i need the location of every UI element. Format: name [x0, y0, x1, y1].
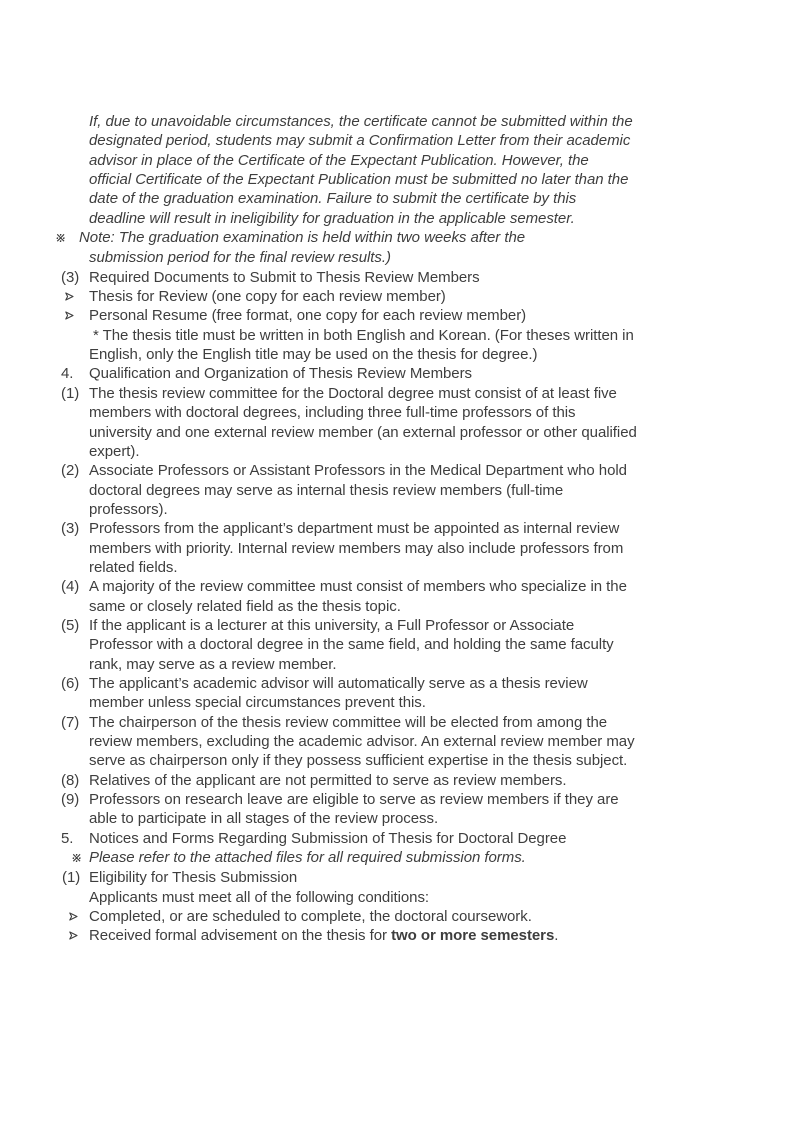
section-4-heading — [61, 364, 779, 383]
item-text: The applicant’s academic advisor will automatically serve as a thesis review member unless special circumstances prevent this. — [89, 674, 588, 712]
arrow-bullet-icon — [64, 287, 89, 306]
section-4-item — [61, 674, 641, 713]
eligibility-heading — [62, 868, 779, 887]
list-marker: (1) — [61, 384, 80, 402]
item-text: If the applicant is a lecturer at this university, a Full Professor or Associate Professor with a doctoral degree in the same field, and holding the same faculty rank, may serve as a review member. — [89, 616, 614, 673]
item-text: Associate Professors or Assistant Professors in the Medical Department who hold doctoral degrees may serve as internal thesis review members (full-time professors). — [89, 462, 627, 518]
bullet-text: Completed, or are scheduled to complete, the doctoral coursework. — [89, 908, 532, 926]
list-marker: (3) — [61, 520, 80, 538]
list-marker: (7) — [61, 713, 80, 731]
arrow-bullet-icon — [68, 907, 89, 926]
section-4-item — [61, 713, 641, 771]
intro-paragraph: If, due to unavoidable circumstances, the certificate cannot be submitted within the designated period, students may submit a Confirmation Letter from their academic advisor in place of the Certificate of the Expectant Publication. However, the official Certificate of the Expectant Publication must be submitted no later than the date of the graduation examination. Failure to submit the certificate by this deadline will result in ineligibility for graduation in the applicable semester. — [89, 113, 633, 227]
thesis-title-footnote: * The thesis title must be written in both English and Korean. (For theses written in English, only the English title may be used on the thesis for degree.) — [89, 326, 634, 364]
bullet-personal-resume — [89, 306, 779, 325]
list-marker: (2) — [61, 462, 80, 480]
reference-mark-icon: ※ — [71, 850, 83, 867]
required-docs-title: Required Documents to Submit to Thesis Review Members — [89, 268, 480, 286]
section-4-item — [61, 384, 641, 461]
bullet-coursework-condition — [89, 907, 779, 926]
list-marker: 5. — [61, 829, 74, 847]
list-marker: (8) — [61, 771, 80, 789]
section-4-item — [61, 790, 641, 829]
list-marker: 4. — [61, 365, 74, 383]
list-marker: (6) — [61, 674, 80, 692]
bullet-advisement-condition — [89, 926, 779, 945]
item-text: Professors on research leave are eligible to serve as review members if they are able to participate in all stages of the review process. — [89, 791, 619, 828]
conditions-intro: Applicants must meet all of the following conditions: — [89, 888, 430, 906]
list-marker: (3) — [61, 268, 80, 286]
bullet-text-suffix: . — [554, 927, 559, 945]
list-marker: (9) — [61, 791, 80, 809]
item-text: A majority of the review committee must consist of members who specialize in the same or closely related field as the thesis topic. — [89, 578, 627, 615]
list-marker: (1) — [62, 869, 81, 887]
item-text: The chairperson of the thesis review committee will be elected from among the review members, excluding the academic advisor. An external review member may serve as chairperson only if they possess sufficient expertise in the thesis subject. — [89, 713, 635, 770]
item-text: Relatives of the applicant are not permitted to serve as review members. — [89, 771, 567, 789]
bullet-thesis-for-review — [89, 287, 779, 306]
item-text: The thesis review committee for the Doctoral degree must consist of at least five members with doctoral degrees, including three full-time professors of this university and one external review member (an external professor or other qualified expert). — [89, 384, 637, 460]
section-5-heading — [61, 829, 779, 848]
bullet-text-bold: two or more semesters — [391, 927, 555, 945]
intro-note — [55, 228, 575, 268]
arrow-bullet-icon — [64, 306, 89, 325]
eligibility-title: Eligibility for Thesis Submission — [89, 869, 298, 887]
section-4-item — [61, 461, 641, 519]
arrow-bullet-icon — [68, 926, 89, 945]
intro-note-text: Note: The graduation examination is held within two weeks after the submission period for the final review results.) — [79, 229, 526, 267]
section-4-item — [61, 519, 641, 577]
bullet-text-prefix: Received formal advisement on the thesis for — [89, 927, 392, 945]
section-4-item — [61, 577, 641, 616]
section-4-item — [61, 771, 641, 790]
bullet-text: Thesis for Review (one copy for each review member) — [89, 288, 446, 306]
section-5-title: Notices and Forms Regarding Submission of Thesis for Doctoral Degree — [89, 829, 567, 847]
reference-mark-icon: ※ — [55, 230, 67, 247]
list-marker: (5) — [61, 616, 80, 634]
section-5-note-text: Please refer to the attached files for all required submission forms. — [89, 849, 526, 867]
section-4-title: Qualification and Organization of Thesis Review Members — [89, 365, 472, 383]
item-text: Professors from the applicant’s department must be appointed as internal review members with priority. Internal review members may also include professors from related fields. — [89, 520, 624, 576]
section-4-item — [61, 616, 641, 674]
list-marker: (4) — [61, 578, 80, 596]
section-5-note — [71, 848, 779, 868]
bullet-text: Personal Resume (free format, one copy for each review member) — [89, 307, 527, 325]
document-body — [55, 112, 779, 946]
required-docs-heading — [61, 268, 779, 287]
